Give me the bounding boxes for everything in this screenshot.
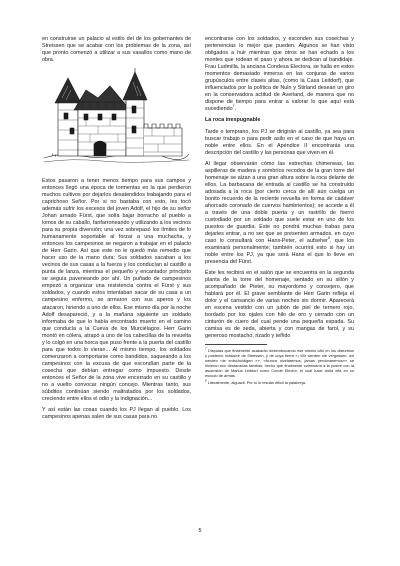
paragraph: Éste les recibirá en el salón que se encuentra en la segunda planta de la torre del homenaje, sentado en su sillón y acompañado de Pieter, su mayordomo y consejero, que hablará por él. El grave semblante de Herr Garin refleja el dolor y el cansancio de varias noches sin dormir. Aparecerá en escena vestido con un jubón de piel de ternero rojo, bordado por los ojales con hilo de oro y cerrado con un cinturón de cuero del cual pende una pequeña espada. Su camisa es de seda, abierta y con mangas de farol, y su generoso mostacho, rizado y teñido: [205, 269, 354, 340]
footnote-text: Disputas que finalmente acabarán desembocando ese mismo año en los disturbios y posterior masacre de Streissen, y de cuya tierra «¡ Wir werden nie vergessen, wir werden nie entschuldigen »», «Nunca olvidaremos, jamás perdonaremos»» se hicieron eco destacadas familias; hecho que finalmente culminaría a la postre con la ascensión de Marius Leitdorf como Conde Elector, el cual hace doña ella en su escudo de armas.: [205, 347, 354, 379]
paragraph-text: Al llegar observarán cómo las estrechas chimeneas, las aspilleras de madera y sombríos recodos de la gran torre del homenaje se alzan a una gran altura sobre la roca delante de ellos. La barbacana de entrada al castillo se ha construido adosada a la roca (por cierto cerca de allí aún cuelga un bonito recuerdo de la reciente revuelta en forma de cadáver ahorcado coronado de cuervos hambrientos); se accede a él a través de una doble puerta y un rastrillo de hierro custodiado por un soldado que suele estar en uno de los puestos de guardia. Este no pondrá muchas trabas para dejarles entrar, a no ser que se presenten armados, en cuyo caso lo consultará con Hans-Peter, el aufseher: [205, 160, 354, 245]
paragraph: Estos pasaron a tener menos tiempo para sus campos y entonces llegó una época de tormentas en la que perdieron muchos cultivos por dejarlos desatendidos trabajando para el caprichoso Señor. Por si no bastaba con esto, les tocó además sufrir los excesos del joven Adolf, el hijo de su señor Johan arnado Fürst, que solía bajar borracho al pueblo a lomos de su caballo, fanfarroneando y utilizando a los vecinos para su propia diversión; una vez sobrepasó los límites de lo humanamente soportable al forzar a una muchacha, y entonces los campesinos se negaron a trabajar en el palacio de Herr Garin. Así que este no le quedó más remedio que hacer uso de la mano dura: Sus soldados sacaban a los vecinos de sus casas a la fuerza y los conducían al castillo a punta de lanza, mientras el pequeño y encantador principito se seguía paveneando por ahí. Un puñado de campesinos empezó a organizar una resistencia contra el Fürst y sus soldados, y cuando estos intentaban sacar de su casa a un campesino enfermo, se armaron con sus aperos y los atacaron, hiriendo a uno de ellos. Ese mismo día por la noche Adolf desapareció, y a la mañana siguiente un soldado informaba de que lo había encontrado muerto en el camino que conducía a la Cueva de los Murciélagos. Herr Garin montó en cólera, atrapó a uno de los cabecillas de la revuelta y lo colgó en una horca que puso frente a la puerta del castillo para que todos lo vieran... Al mismo tiempo, los soldados comenzaron a comportarse como bandidos, saqueando a los campesinos con la excusa de que escondían parte de la cosecha que debían entregar como impuesto. Desde entonces el Señor de la zona vive encerrado en su castillo y no a vuelto convocar ningún concejo. Mientras tanto, sus súbditos continúan siendo maltratados por los soldados, creciendo entre ellos el odio y la indignación...: [42, 177, 191, 403]
paragraph: Tarde o temprano, los PJ se dirigirán al castillo, ya sea para buscar trabajo o para pedir asilo en el caso de que haya un noble entre ellos. En el Apéndice II encontrarás una descripción del castillo y las personas que viven en él.: [205, 129, 354, 157]
paragraph-text-end: .: [234, 106, 237, 113]
paragraph: Y así están las cosas cuando los PJ llegan al pueblo. Los campesinos apenas salen de sus casas para no: [42, 406, 191, 420]
footnote-number: 8: [205, 378, 207, 383]
castle-illustration: [42, 68, 191, 166]
paragraph: [205, 161, 354, 267]
left-column: [42, 36, 191, 424]
footnote-text: Literalmente, alguacil. Por sí lo resulta difícil la palabreja.: [207, 379, 306, 385]
paragraph: en construirse un palacio al estilo del de los gobernantes de Streissen que se acabar con los problemas de la zona, así que pronto comenzó a utilizar a sus vasallos como mano de obra.: [42, 36, 191, 64]
paragraph: [205, 36, 354, 114]
footnote-divider: [205, 344, 267, 345]
paragraph-text-end: , que los examinará personalmente; también ocurrirá esto si hay un noble entre los PJ, ya que será Hans el que lo lleve en presencia del Fürst.: [205, 238, 354, 266]
right-column: [205, 36, 354, 387]
paragraph-text: encontrarse con los soldados, y esconden sus cosechas y pertenencias lo mejor que pueden. Algunos se han visto obligados a huir mientras que otros se han echado a los montes que rodean el paso y ahora se dedican al bandidaje. Frau Ludmilla, la anciana Condesa Electora, se halla en estos momentos demasiado inmersa en las conjuras de varios grupúsculos entre clases altas, (como la Casa Leitdorf), que influenciados por la política de Nuln y Stirland desean un giro en la conservadora actitud de Averland, de manera que no dispone de tiempo para entrar a valorar lo que aquí está sucediendo: [205, 36, 354, 113]
section-heading: La roca inexpugnable: [205, 117, 261, 124]
footnote: [205, 380, 354, 385]
footnote-number: 7: [205, 346, 207, 351]
footnote-ref[interactable]: 7: [232, 104, 235, 109]
page-number: 5: [198, 528, 202, 534]
footnote-ref[interactable]: 8: [327, 236, 330, 241]
footnote: [205, 348, 354, 379]
